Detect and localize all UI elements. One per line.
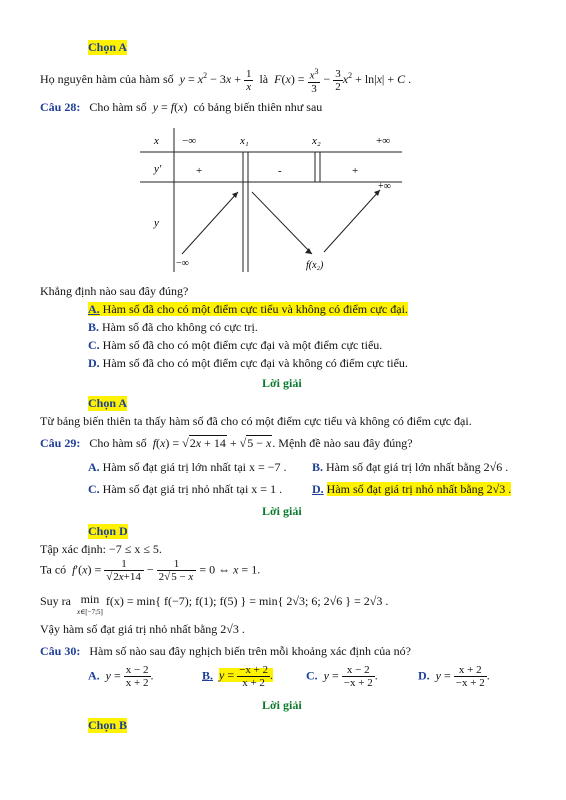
question-29: Câu 29: Cho hàm số f(x) = √2x + 14 + √5 − x. Mệnh đề nào sau đây đúng? [40,436,413,450]
table-y-minus-inf: −∞ [176,258,189,269]
table-y-fx2: f(x₂) [306,260,324,271]
q28-option-b-text: Hàm số đã cho không có cực trị. [102,320,258,334]
table-x-plus-inf: +∞ [376,135,391,147]
q28-option-b-letter: B. [88,320,100,334]
q28-option-d-text: Hàm số đã cho có một điểm cực đại và không có điểm cực tiểu. [102,356,408,370]
q30-option-b: B. y = $\frac{-x + 2}{x + 2}$ . [202,664,274,689]
line1-mid: là [259,72,269,87]
table-x1: x₁ [240,135,249,147]
q30-chon: Chọn B [88,718,128,732]
q29-option-b-letter: B. [312,460,324,474]
q29-option-d-text: Hàm số đạt giá trị nhỏ nhất bằng 2√3 . [326,482,512,496]
frac-deriv-1: $\frac{1}{√2x+14}$ [104,558,144,583]
q29-option-b-text: Hàm số đạt giá trị lớn nhất bằng 2√6 . [326,460,509,474]
table-sign-1: + [196,165,203,177]
answer-chon-a-top: Chọn A [88,40,128,54]
q28-option-a-letter: A. [88,302,100,316]
q29-option-c-letter: C. [88,482,100,496]
q29-text-pre: Cho hàm số [89,436,147,450]
q28-loi-giai: Lời giải [262,376,302,390]
q29-ta-co: Ta có [40,562,67,577]
q28-question: Khẳng định nào sau đây đúng? [40,284,189,298]
line1-text: Họ nguyên hàm của hàm số [40,72,174,87]
frac-1-over-x: $\frac{1}{x}$ [245,67,252,93]
question-30-label: Câu 30: [40,644,81,658]
q30-a-den: x + 2 [125,677,149,689]
q29-option-c-text: Hàm số đạt giá trị nhỏ nhất tại x = 1 . [102,482,283,496]
q29-option-c [88,482,282,497]
q30-option-c: C. y = $\frac{x - 2}{-x + 2}$ . [306,664,378,689]
q29-option-b [312,460,508,475]
question-28: Câu 28: Cho hàm số y = f(x) có bảng biến thiên như sau [40,100,323,114]
q29-suy-ra: Suy ra [40,594,71,608]
q30-option-a: A. y = $\frac{x - 2}{x + 2}$ . [88,664,154,689]
q29-option-d [312,482,511,497]
question-29-label: Câu 29: [40,436,81,450]
question-28-label: Câu 28: [40,100,81,114]
q30-d-den: −x + 2 [455,677,485,689]
question-30 [40,644,411,659]
q30-c-den: −x + 2 [343,677,373,689]
q30-c-num: x − 2 [342,664,375,677]
frac-x3-over-3: $\frac{x^3}{3}$ [309,67,319,95]
q29-option-a-text: Hàm số đạt giá trị lớn nhất tại x = −7 . [102,460,287,474]
variation-table [140,122,410,280]
q29-option-a [88,460,287,475]
table-yprime-label: y′ [154,163,162,175]
table-sign-3: + [352,165,359,177]
q30-option-d-letter: D. [418,668,430,683]
frac-deriv-2: $\frac{1}{2√5 - x}$ [157,558,197,583]
q28-option-c-letter: C. [88,338,100,352]
table-x-minus-inf: −∞ [182,135,197,147]
antiderivative-line: Họ nguyên hàm của hàm số $y = x^2 - 3x$ + $\frac{1}{x}$ là F(x) = $\frac{x^3}{3}$ − $\frac{3}{2}$ $x^2 + \ln|x| + C$ . [40,67,412,95]
q30-option-d: D. y = $\frac{x + 2}{-x + 2}$ . [418,664,490,689]
q28-explain: Từ bảng biến thiên ta thấy hàm số đã cho có một điểm cực tiểu và không có điểm cực đại. [40,414,472,428]
table-y-plus-inf: +∞ [378,181,391,192]
q30-option-a-letter: A. [88,668,100,683]
q29-conclusion: Vậy hàm số đạt giá trị nhỏ nhất bằng 2√3 . [40,622,245,636]
q30-option-c-letter: C. [306,668,318,683]
q28-option-a [88,302,408,317]
q29-min-expr: f(x) = min{ f(−7); f(1); f(5) } = min{ 2√3; 6; 2√6 } = 2√3 . [105,594,389,608]
q28-option-d-letter: D. [88,356,100,370]
q28-option-c [88,338,382,353]
frac-3-over-2: $\frac{3}{2}$ [335,67,341,93]
q30-d-num: x + 2 [454,664,487,677]
q30-loi-giai: Lời giải [262,698,302,712]
q30-b-num: −x + 2 [239,664,269,676]
q28-option-d [88,356,408,371]
q30-text: Hàm số nào sau đây nghịch biến trên mỗi khoảng xác định của nó? [89,644,411,658]
table-x-label: x [154,135,159,147]
q28-option-b [88,320,258,335]
q29-text-post: . Mệnh đề nào sau đây đúng? [272,436,413,450]
q28-chon: Chọn A [88,396,128,410]
q29-derivative: Ta có f′(x) = $\frac{1}{√2x+14}$ − $\frac{1}{2√5 - x}$ = 0 ⇔ x = 1. [40,558,261,583]
q29-option-a-letter: A. [88,460,100,474]
q30-option-b-letter: B. [202,668,214,683]
q30-a-num: x − 2 [125,664,149,676]
q29-min-line: Suy ra min x∈[−7;5] f(x) = min{ f(−7); f(1); f(5) } = min{ 2√3; 6; 2√6 } = 2√3 . [40,592,389,616]
q29-loi-giai: Lời giải [262,504,302,518]
q28-option-c-text: Hàm số đã cho có một điểm cực đại và một điểm cực tiểu. [102,338,383,352]
q28-option-a-text: Hàm số đã cho có một điểm cực tiểu và không có điểm cực đại. [102,302,408,316]
q29-option-d-letter: D. [312,482,324,496]
table-sign-2: - [278,165,282,177]
q29-domain: Tập xác định: −7 ≤ x ≤ 5. [40,542,162,556]
table-x2: x₂ [312,135,321,147]
table-y-label: y [154,217,159,229]
q29-chon: Chọn D [88,524,128,538]
q30-b-den: x + 2 [242,677,265,689]
